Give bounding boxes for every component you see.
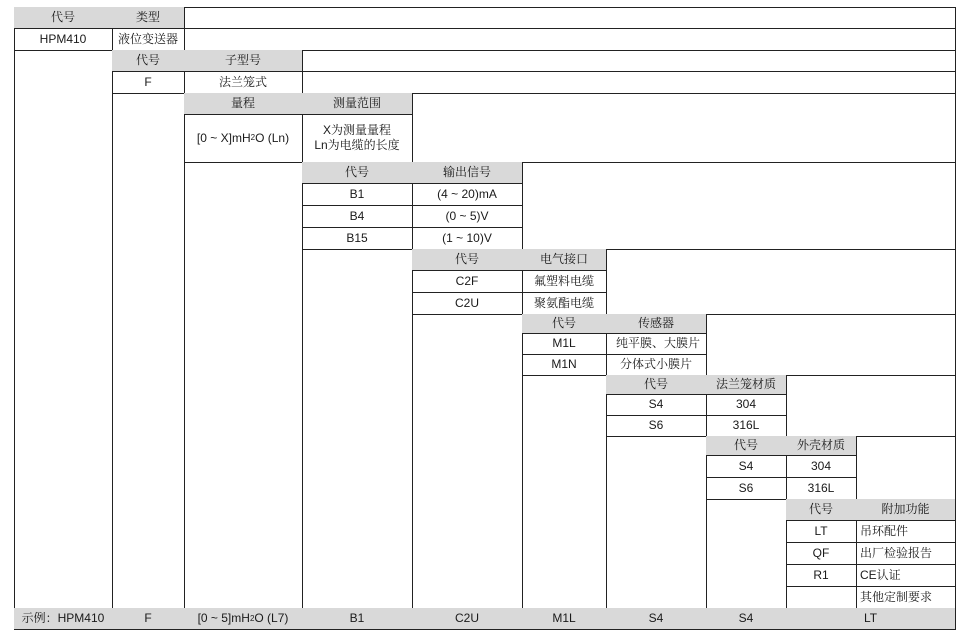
example-range: [0 ~ 5]mH 2 O (L7): [184, 608, 302, 629]
extras-code-header: 代号: [786, 499, 856, 520]
example-connector: C2U: [412, 608, 522, 629]
grid-line-vertical: [14, 7, 15, 630]
extras-name: 出厂检验报告: [860, 545, 933, 560]
range-description-line-1: X为测量量程: [322, 123, 391, 137]
signal-code: B1: [349, 186, 365, 201]
grid-line-horizontal: [14, 629, 956, 630]
range-description-line-2: Ln为电缆的长度: [314, 138, 400, 152]
grid-line-horizontal: [412, 314, 523, 315]
range-code-suffix: O (Ln): [255, 130, 290, 145]
grid-line-vertical: [786, 375, 787, 437]
sensor-code: M1N: [551, 357, 577, 371]
connector-name: 聚氨酯电缆: [533, 295, 594, 310]
sensor-name-header: 传感器: [606, 314, 706, 333]
signal-name-header: 输出信号: [412, 162, 522, 183]
signal-name: (4 ~ 20)mA: [437, 186, 497, 201]
submodel-code-header: 代号: [112, 50, 184, 71]
connector-name-header: 电气接口: [522, 249, 606, 270]
connector-code: C2F: [455, 273, 479, 288]
flange-material-name: 316L: [732, 418, 760, 432]
extras-name: 吊环配件: [860, 523, 909, 538]
flange-material-code-header: 代号: [606, 375, 706, 394]
signal-code: B15: [346, 230, 368, 245]
extras-name-header: 附加功能: [856, 499, 955, 520]
model-type-header: 类型: [112, 7, 184, 28]
submodel-code: F: [144, 74, 152, 89]
extras-code: QF: [812, 545, 830, 560]
example-label: 示例：HPM410: [14, 608, 112, 629]
grid-line-vertical: [184, 7, 185, 51]
flange-material-code: S4: [648, 397, 664, 411]
sensor-code-header: 代号: [522, 314, 606, 333]
example-shell-material: S4: [706, 608, 786, 629]
grid-line-horizontal: [302, 249, 413, 250]
grid-line-vertical: [522, 162, 523, 250]
sensor-name: 分体式小膜片: [620, 357, 693, 371]
example-flange-material: S4: [606, 608, 706, 629]
example-range-prefix: [0 ~ 5]mH: [197, 611, 250, 625]
model-code: HPM410: [39, 31, 87, 46]
submodel-name-header: 子型号: [184, 50, 302, 71]
shell-material-name: 304: [810, 458, 832, 473]
grid-line-vertical: [412, 93, 413, 163]
grid-line-vertical: [112, 7, 113, 630]
sensor-name: 纯平膜、大膜片: [616, 336, 701, 350]
shell-material-name-header: 外壳材质: [786, 436, 856, 455]
grid-line-vertical: [955, 7, 956, 630]
grid-line-horizontal: [184, 162, 303, 163]
example-sensor: M1L: [522, 608, 606, 629]
signal-name: (0 ~ 5)V: [445, 208, 489, 223]
extras-name: 其他定制要求: [860, 589, 933, 604]
connector-name: 氟塑料电缆: [533, 273, 594, 288]
connector-code: C2U: [454, 295, 479, 310]
range-description: [302, 114, 412, 162]
extras-code: [786, 586, 856, 608]
extras-code: R1: [813, 567, 829, 582]
range-desc-header: 测量范围: [302, 93, 412, 114]
signal-name: (1 ~ 10)V: [442, 230, 492, 245]
grid-line-horizontal: [706, 499, 787, 500]
grid-line-horizontal: [112, 93, 185, 94]
range-code-prefix: [0 ~ X]mH: [196, 130, 251, 145]
connector-code-header: 代号: [412, 249, 522, 270]
shell-material-code: S4: [738, 458, 754, 473]
example-extras: LT: [786, 608, 955, 629]
signal-code-header: 代号: [302, 162, 412, 183]
grid-line-vertical: [606, 249, 607, 315]
model-code-header: 代号: [14, 7, 112, 28]
shell-material-code: S6: [738, 480, 754, 495]
example-submodel: F: [112, 608, 184, 629]
shell-material-code-header: 代号: [706, 436, 786, 455]
sensor-code: M1L: [552, 336, 576, 350]
extras-name: CE认证: [860, 567, 901, 582]
example-range-suffix: O (L7): [254, 611, 289, 625]
example-signal: B1: [302, 608, 412, 629]
range-code: [0 ~ X]mH 2 O (Ln): [196, 130, 290, 145]
grid-line-vertical: [302, 50, 303, 94]
model-type: 液位变送器: [117, 31, 178, 46]
grid-line-horizontal: [522, 375, 607, 376]
shell-material-name: 316L: [807, 480, 835, 495]
flange-material-name-header: 法兰笼材质: [706, 375, 786, 394]
range-code-header: 量程: [184, 93, 302, 114]
flange-material-name: 304: [735, 397, 757, 411]
extras-code: LT: [814, 523, 828, 538]
submodel-name: 法兰笼式: [218, 74, 267, 89]
grid-line-horizontal: [606, 436, 707, 437]
flange-material-code: S6: [648, 418, 664, 432]
signal-code: B4: [349, 208, 365, 223]
grid-line-vertical: [706, 314, 707, 376]
